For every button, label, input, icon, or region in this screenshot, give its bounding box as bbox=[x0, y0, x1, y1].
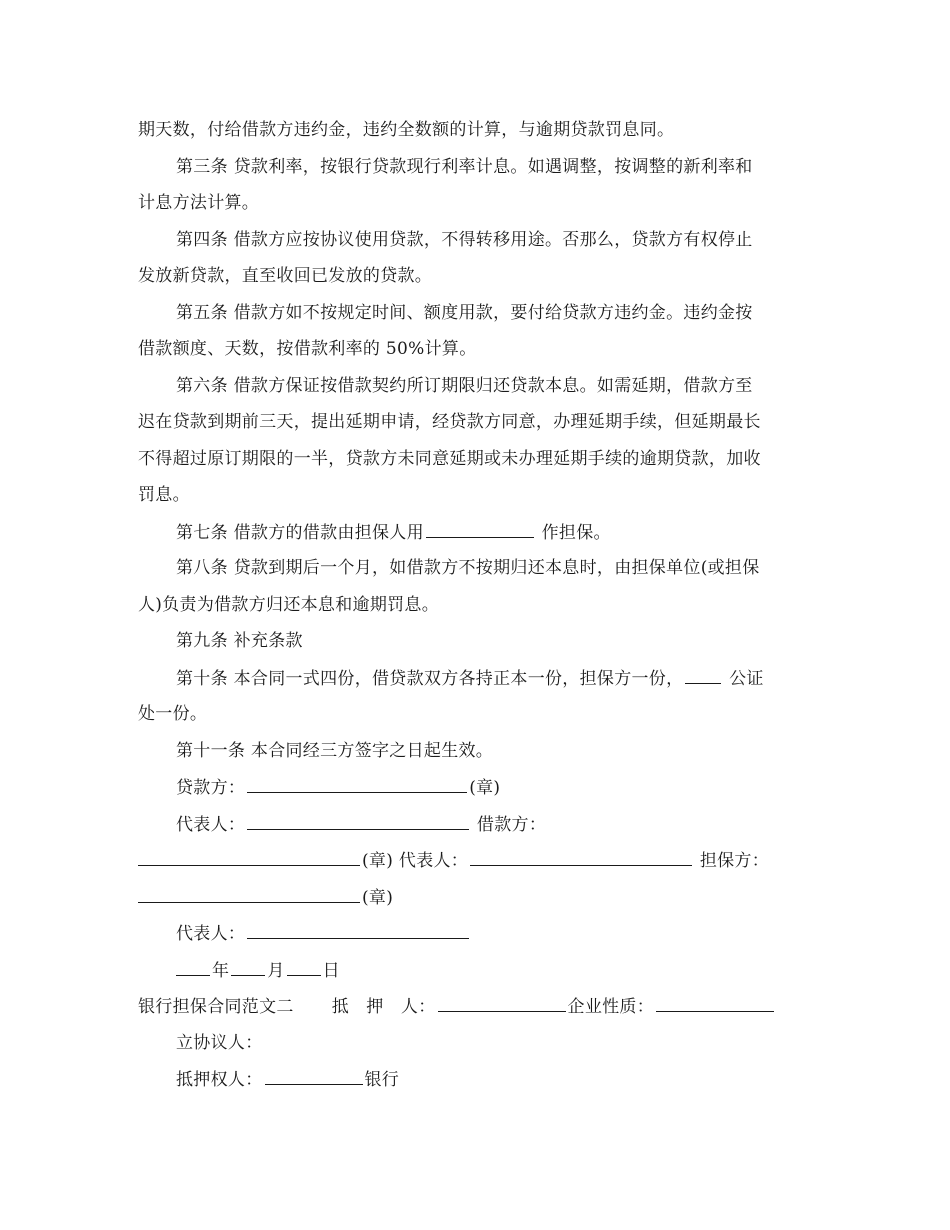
borrower-label: 借款方： bbox=[476, 815, 547, 835]
para-10-notary: 公证 bbox=[729, 669, 764, 689]
para-9: 第九条 补充条款 bbox=[176, 631, 303, 651]
lender-signature-row bbox=[176, 776, 500, 799]
mortgagee-label: 抵押权人： bbox=[176, 1070, 263, 1090]
nature-label: 企业性质： bbox=[567, 997, 655, 1017]
borrower-rep-label: 代表人： bbox=[398, 851, 469, 871]
day-label: 日 bbox=[322, 961, 340, 981]
guarantor-rep-label: 代表人： bbox=[176, 924, 246, 944]
borrower-seal-row bbox=[138, 849, 769, 872]
para-1: 期天数，付给借款方违约金，违约全数额的计算，与逾期贷款罚息同。 bbox=[138, 120, 675, 140]
guarantor-seal-row bbox=[138, 886, 393, 909]
para-8-line-2: 人)负责为借款方归还本息和逾期罚息。 bbox=[138, 595, 440, 615]
month-label: 月 bbox=[267, 961, 285, 981]
para-6-line-2: 迟在贷款到期前三天，提出延期申请，经贷款方同意，办理延期手续，但延期最长 bbox=[138, 412, 761, 432]
para-11: 第十一条 本合同经三方签字之日起生效。 bbox=[176, 741, 494, 761]
lender-rep-row bbox=[176, 813, 546, 836]
lender-seal: (章) bbox=[469, 778, 501, 798]
guarantor-rep-blank bbox=[247, 922, 469, 939]
para-7 bbox=[176, 521, 611, 544]
para-3-line-2: 计息方法计算。 bbox=[138, 193, 260, 213]
guarantor-blank bbox=[138, 886, 360, 903]
para-6-line-4: 罚息。 bbox=[138, 485, 190, 505]
contract-2-header-row bbox=[138, 995, 776, 1018]
para-6-line-3: 不得超过原订期限的一半，贷款方未同意延期或未办理延期手续的逾期贷款，加收 bbox=[138, 449, 761, 469]
para-8-line-1: 第八条 贷款到期后一个月，如借款方不按期归还本息时，由担保单位(或担保 bbox=[176, 558, 760, 578]
notary-blank bbox=[685, 667, 721, 684]
guarantee-item-blank bbox=[426, 521, 534, 538]
borrower-seal: (章) bbox=[362, 851, 394, 871]
lender-label: 贷款方： bbox=[176, 778, 246, 798]
lender-rep-blank bbox=[247, 813, 469, 830]
para-4-line-1: 第四条 借款方应按协议使用贷款，不得转移用途。否那么，贷款方有权停止 bbox=[176, 230, 753, 250]
nature-blank bbox=[656, 995, 774, 1012]
para-3-line-1: 第三条 贷款利率，按银行贷款现行利率计息。如遇调整，按调整的新利率和 bbox=[176, 157, 753, 177]
para-4-line-2: 发放新贷款，直至收回已发放的贷款。 bbox=[138, 266, 433, 286]
lender-rep-label: 代表人： bbox=[176, 815, 246, 835]
guarantor-rep-row bbox=[176, 922, 471, 945]
para-7-tail: 作担保。 bbox=[541, 523, 611, 543]
borrower-rep-blank bbox=[470, 849, 692, 866]
mortgagor-blank bbox=[438, 995, 566, 1012]
guarantor-seal: (章) bbox=[362, 888, 394, 908]
para-10-line-2: 处一份。 bbox=[138, 704, 208, 724]
guarantor-label: 担保方： bbox=[699, 851, 770, 871]
para-5-line-1: 第五条 借款方如不按规定时间、额度用款，要付给贷款方违约金。违约金按 bbox=[176, 303, 753, 323]
mortgagee-blank bbox=[265, 1068, 363, 1085]
bank-label: 银行 bbox=[364, 1070, 400, 1090]
month-blank bbox=[231, 959, 265, 976]
borrower-blank bbox=[138, 849, 360, 866]
para-6-line-1: 第六条 借款方保证按借款契约所订期限归还贷款本息。如需延期，借款方至 bbox=[176, 376, 753, 396]
year-blank bbox=[176, 959, 210, 976]
contract-2-title: 银行担保合同范文二 bbox=[138, 997, 294, 1017]
para-5-line-2: 借款额度、天数，按借款利率的 50%计算。 bbox=[138, 339, 477, 359]
date-row bbox=[176, 959, 340, 982]
year-label: 年 bbox=[212, 961, 230, 981]
party-row: 立协议人： bbox=[176, 1033, 263, 1053]
lender-blank bbox=[247, 776, 467, 793]
para-7-text: 第七条 借款方的借款由担保人用 bbox=[176, 523, 424, 543]
mortgagee-row bbox=[176, 1068, 399, 1091]
day-blank bbox=[287, 959, 321, 976]
mortgagor-label: 抵 押 人： bbox=[331, 997, 436, 1017]
para-10-line-1 bbox=[176, 667, 764, 690]
para-10-text: 第十条 本合同一式四份，借贷款双方各持正本一份，担保方一份， bbox=[176, 669, 684, 689]
